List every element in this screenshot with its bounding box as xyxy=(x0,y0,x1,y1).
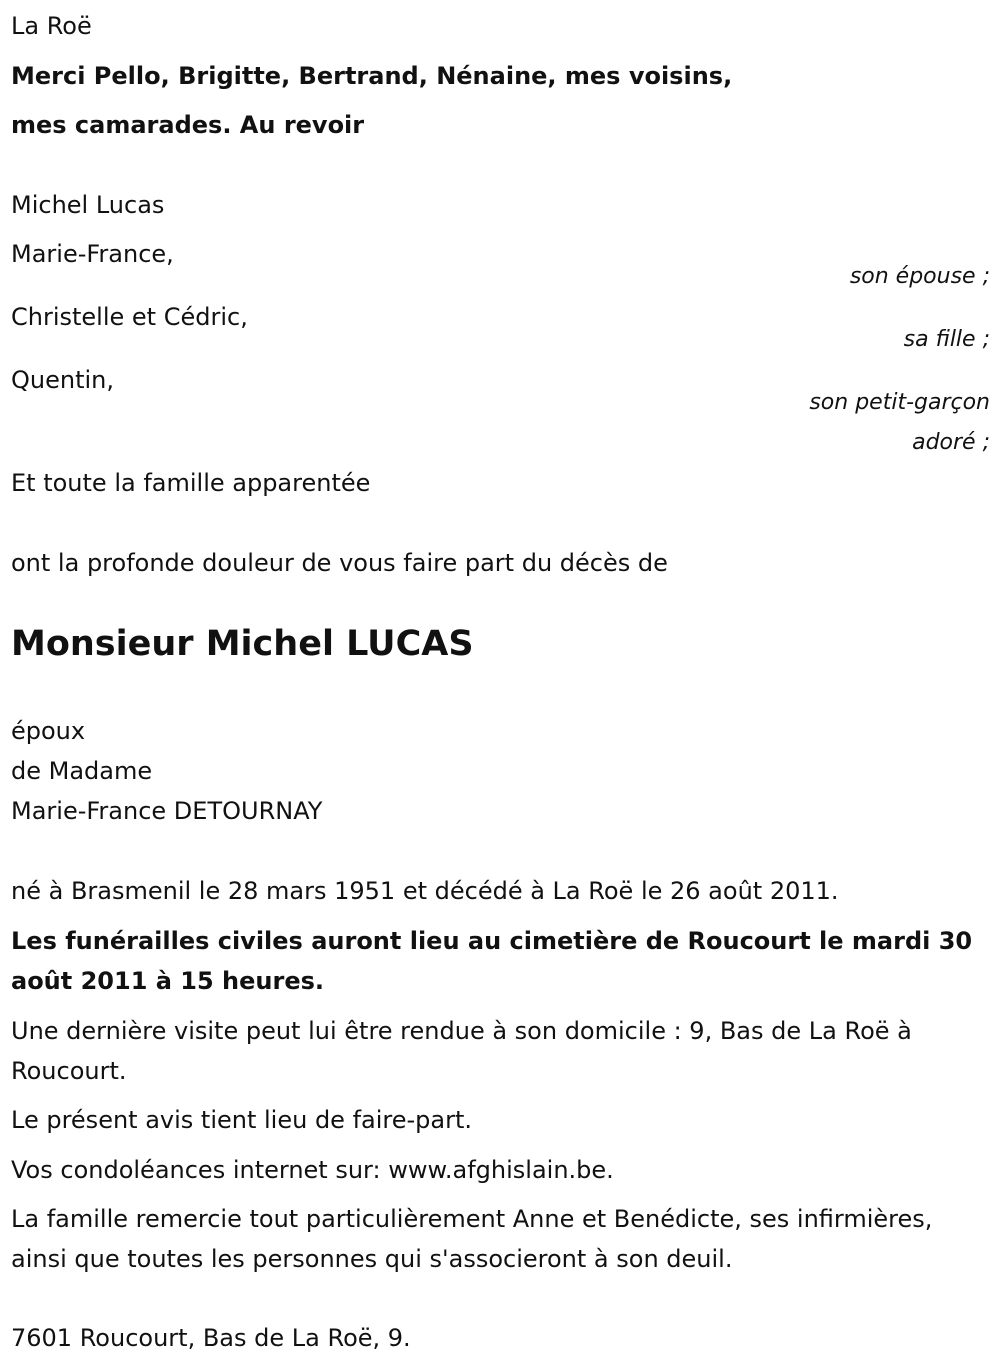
funeral-info: Les funérailles civiles auront lieu au cimetière de Roucourt le mardi 30 août 2011 à 15 heures. xyxy=(11,927,973,995)
family-member-name: Christelle et Cédric, xyxy=(11,303,248,331)
family-member-relation: son petit-garçon xyxy=(809,390,990,415)
extended-family: Et toute la famille apparentée xyxy=(11,469,371,497)
deceased-title: Monsieur Michel LUCAS xyxy=(11,624,474,664)
thanks-info: La famille remercie tout particulièrement Anne et Benédicte, ses infirmières, ainsi que toutes les personnes qui s'associeront à son deuil. xyxy=(11,1205,933,1273)
announcement: ont la profonde douleur de vous faire part du décès de xyxy=(11,549,668,577)
visit-info: Une dernière visite peut lui être rendue à son domicile : 9, Bas de La Roë à Roucourt. xyxy=(11,1017,912,1085)
birth-death-info: né à Brasmenil le 28 mars 1951 et décédé à La Roë le 26 août 2011. xyxy=(11,877,839,905)
thanks-line-1: Merci Pello, Brigitte, Bertrand, Nénaine, mes voisins, xyxy=(11,62,733,90)
family-member-name: Quentin, xyxy=(11,366,114,394)
spouse-line-3: Marie-France DETOURNAY xyxy=(11,797,323,825)
thanks-line-2: mes camarades. Au revoir xyxy=(11,111,365,139)
notice-info: Le présent avis tient lieu de faire-part. xyxy=(11,1106,473,1134)
address: 7601 Roucourt, Bas de La Roë, 9. xyxy=(11,1324,411,1352)
family-member-relation-continued: adoré ; xyxy=(912,430,990,455)
condolences-info: Vos condoléances internet sur: www.afghislain.be. xyxy=(11,1156,614,1184)
family-member-name: Marie-France, xyxy=(11,240,174,268)
family-member-relation: son épouse ; xyxy=(849,264,990,289)
place-name: La Roë xyxy=(11,12,92,40)
spouse-line-2: de Madame xyxy=(11,757,153,785)
spouse-line-1: époux xyxy=(11,717,86,745)
family-signatory: Michel Lucas xyxy=(11,191,165,219)
family-member-relation: sa fille ; xyxy=(903,327,990,352)
